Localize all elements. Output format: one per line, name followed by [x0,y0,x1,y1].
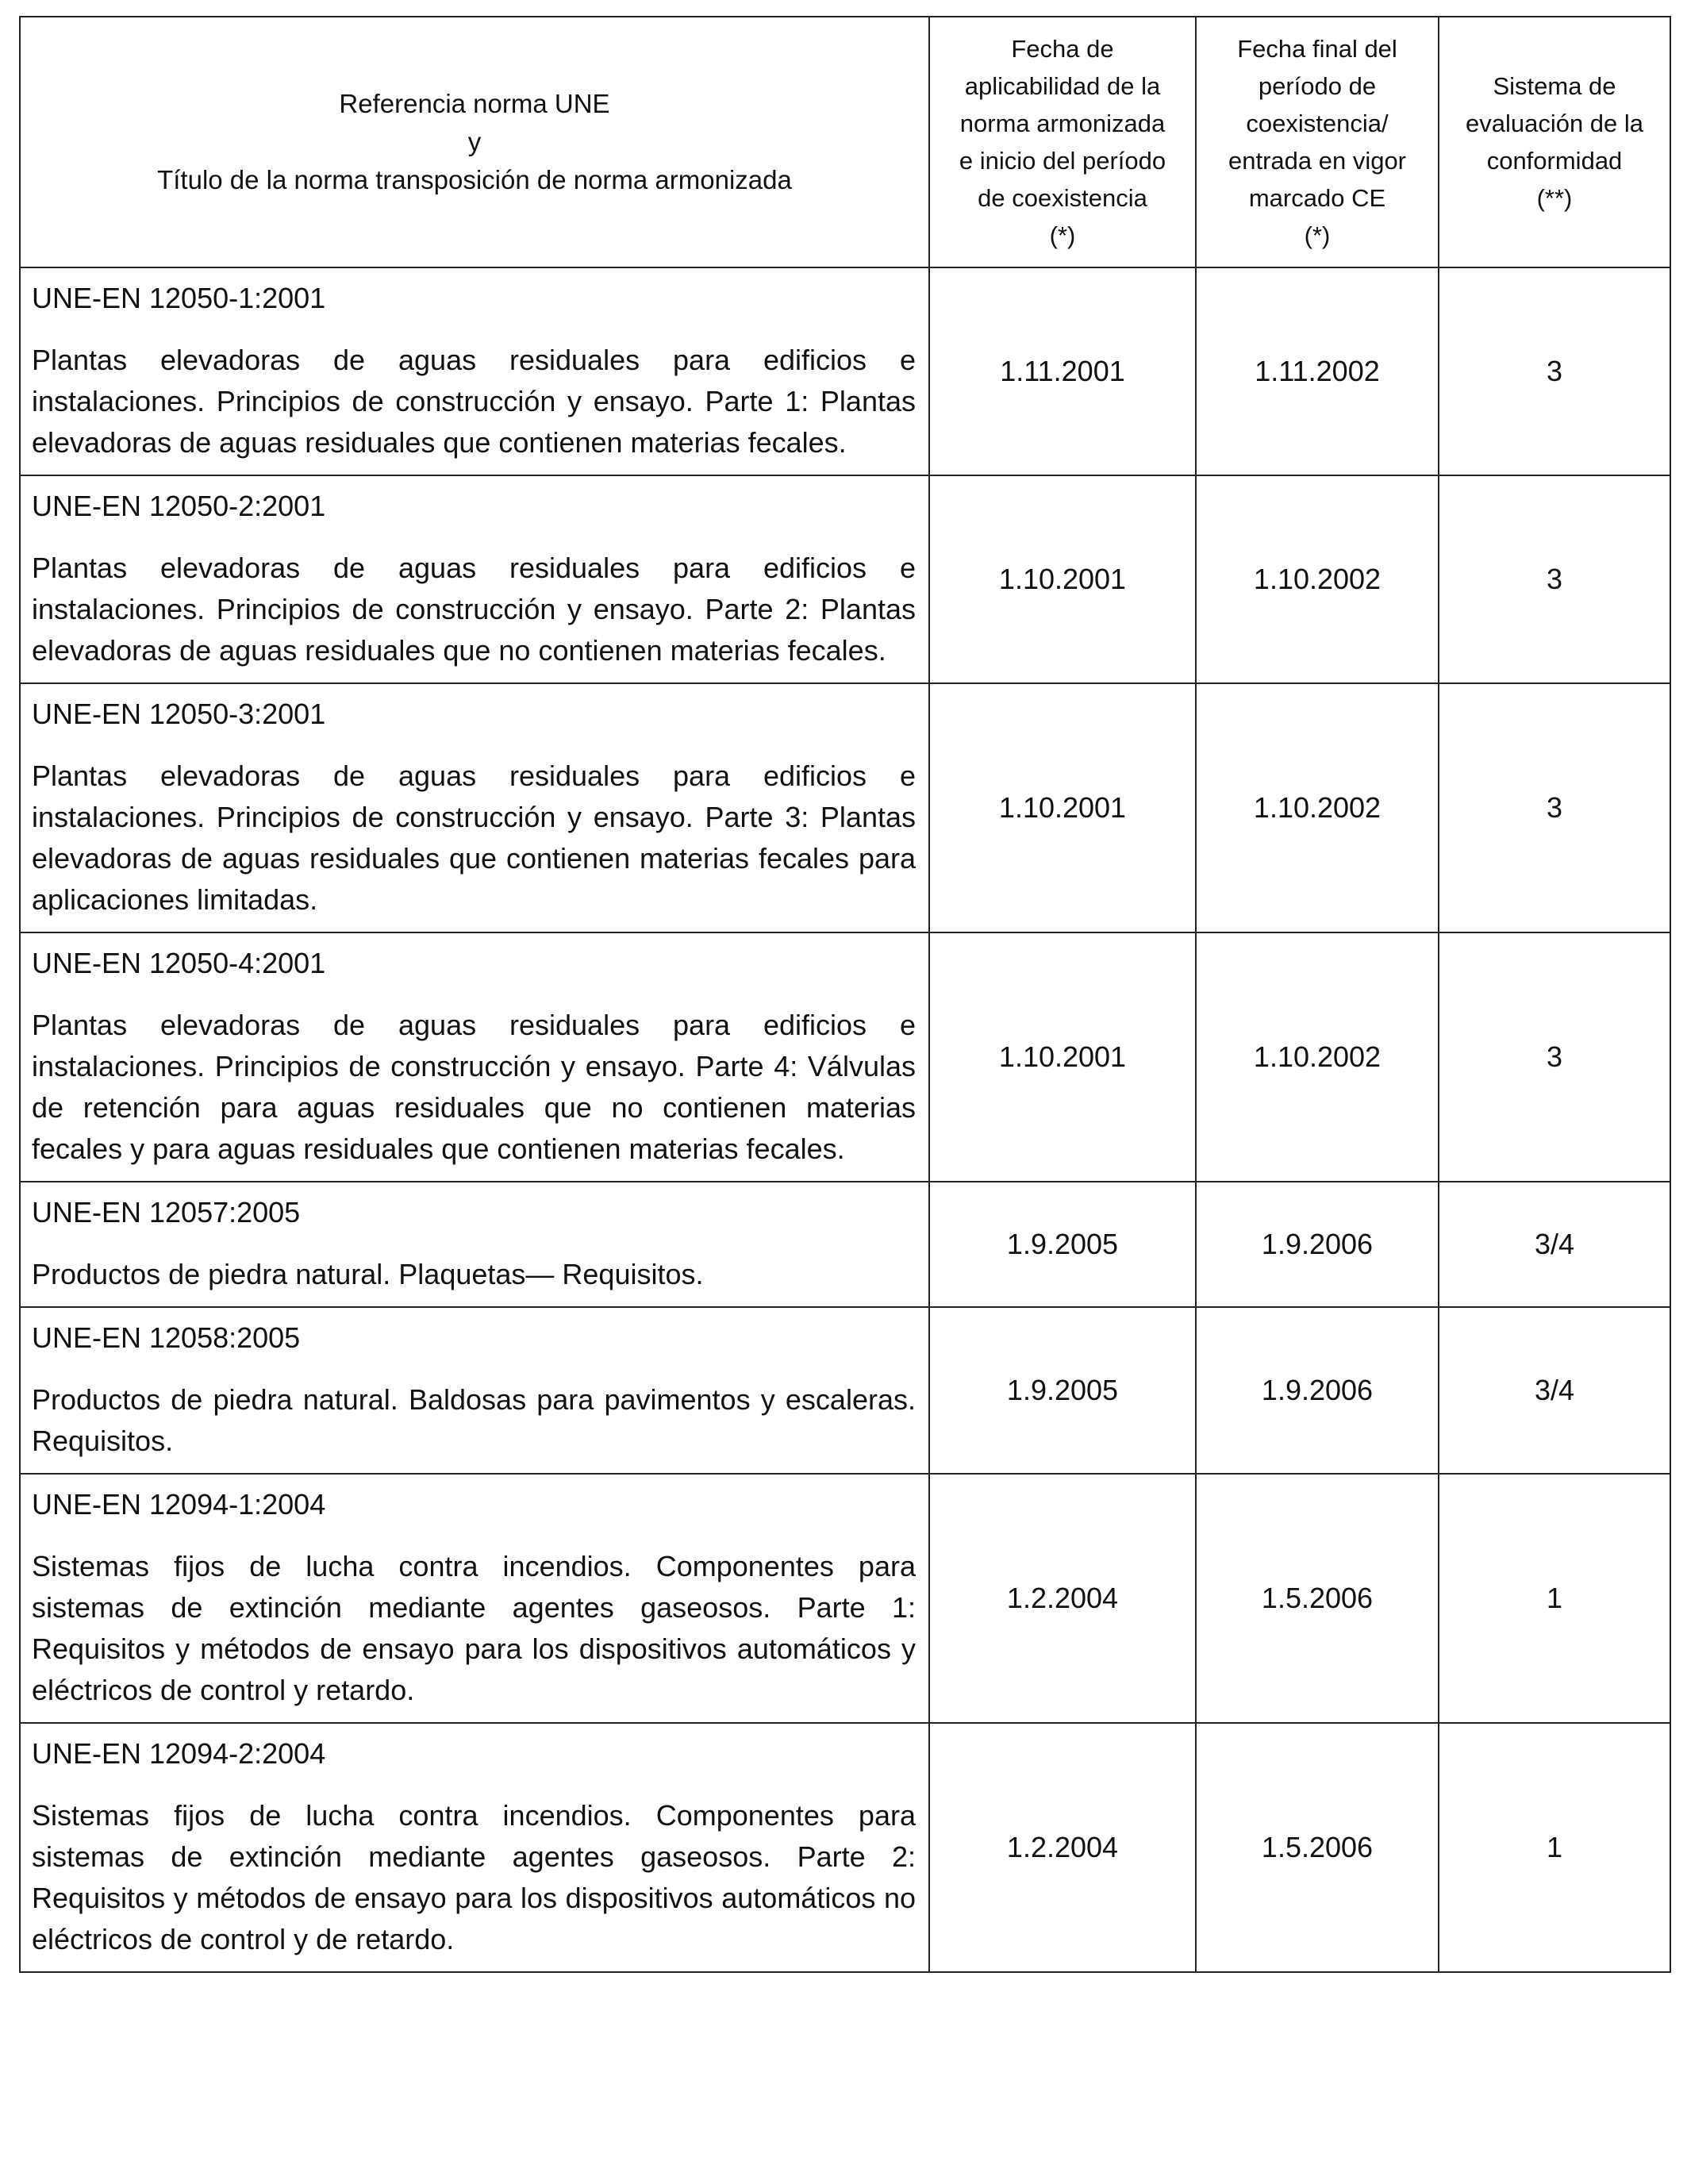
table-row [20,1182,1670,1307]
applicability-date: 1.11.2001 [929,267,1196,475]
standard-title: Plantas elevadoras de aguas residuales para edificios e instalaciones. Principios de construcción y ensayo. Parte 4: Válvulas de retención para aguas residuales que no contienen materias fecales y para aguas residuales que contienen materias fecales. [32,1009,916,1165]
reference-cell [20,932,929,1182]
end-coexistence-date: 1.5.2006 [1196,1474,1439,1723]
applicability-date: 1.9.2005 [929,1307,1196,1474]
standard-code: UNE-EN 12057:2005 [32,1196,301,1228]
applicability-date: 1.10.2001 [929,475,1196,683]
conformity-system: 3 [1439,267,1670,475]
end-coexistence-date: 1.10.2002 [1196,683,1439,932]
reference-cell [20,1723,929,1972]
standard-code: UNE-EN 12050-4:2001 [32,947,326,979]
standard-title: Plantas elevadoras de aguas residuales para edificios e instalaciones. Principios de construcción y ensayo. Parte 1: Plantas elevadoras de aguas residuales que contienen materias fecales. [32,344,916,459]
conformity-system: 3 [1439,932,1670,1182]
header-reference-line: Referencia norma UNE [339,89,610,118]
table-row [20,475,1670,683]
table-row [20,267,1670,475]
standard-code: UNE-EN 12094-2:2004 [32,1737,326,1770]
end-coexistence-date: 1.9.2006 [1196,1182,1439,1307]
conformity-system: 1 [1439,1723,1670,1972]
end-coexistence-date: 1.10.2002 [1196,932,1439,1182]
header-applicability-date: Fecha de aplicabilidad de la norma armonizada e inicio del período de coexistencia (*) [929,17,1196,267]
applicability-date: 1.10.2001 [929,683,1196,932]
standard-code: UNE-EN 12058:2005 [32,1321,301,1354]
table-row [20,1723,1670,1972]
header-conformity-system: Sistema de evaluación de la conformidad (**) [1439,17,1670,267]
end-coexistence-date: 1.11.2002 [1196,267,1439,475]
applicability-date: 1.2.2004 [929,1474,1196,1723]
table-row [20,1474,1670,1723]
reference-cell [20,683,929,932]
conformity-system: 3 [1439,475,1670,683]
end-coexistence-date: 1.9.2006 [1196,1307,1439,1474]
header-end-coexistence-date: Fecha final del período de coexistencia/ entrada en vigor marcado CE (*) [1196,17,1439,267]
standard-title: Sistemas fijos de lucha contra incendios. Componentes para sistemas de extinción mediante agentes gaseosos. Parte 1: Requisitos y métodos de ensayo para los dispositivos automáticos y eléctricos de control y retardo. [32,1550,916,1706]
header-reference-title [20,17,929,267]
standard-title: Plantas elevadoras de aguas residuales para edificios e instalaciones. Principios de construcción y ensayo. Parte 3: Plantas elevadoras de aguas residuales que contienen materias fecales para aplicaciones limitadas. [32,759,916,916]
end-coexistence-date: 1.5.2006 [1196,1723,1439,1972]
applicability-date: 1.9.2005 [929,1182,1196,1307]
standard-title: Plantas elevadoras de aguas residuales para edificios e instalaciones. Principios de construcción y ensayo. Parte 2: Plantas elevadoras de aguas residuales que no contienen materias fecales. [32,552,916,667]
applicability-date: 1.10.2001 [929,932,1196,1182]
reference-cell [20,1307,929,1474]
applicability-date: 1.2.2004 [929,1723,1196,1972]
standard-title: Productos de piedra natural. Baldosas para pavimentos y escaleras. Requisitos. [32,1383,916,1457]
standard-title: Productos de piedra natural. Plaquetas— Requisitos. [32,1258,704,1290]
end-coexistence-date: 1.10.2002 [1196,475,1439,683]
standard-code: UNE-EN 12050-3:2001 [32,698,326,730]
standard-code: UNE-EN 12050-2:2001 [32,490,326,522]
table-row [20,683,1670,932]
reference-cell [20,1182,929,1307]
harmonized-standards-table [19,16,1671,1973]
table-row [20,932,1670,1182]
reference-cell [20,267,929,475]
table-header-row [20,17,1670,267]
reference-cell [20,475,929,683]
table-row [20,1307,1670,1474]
reference-cell [20,1474,929,1723]
header-and-line: y [467,127,482,156]
standard-code: UNE-EN 12094-1:2004 [32,1488,326,1521]
conformity-system: 3/4 [1439,1307,1670,1474]
conformity-system: 1 [1439,1474,1670,1723]
conformity-system: 3 [1439,683,1670,932]
header-title-line: Título de la norma transposición de norma armonizada [157,165,792,194]
conformity-system: 3/4 [1439,1182,1670,1307]
standard-title: Sistemas fijos de lucha contra incendios. Componentes para sistemas de extinción mediante agentes gaseosos. Parte 2: Requisitos y métodos de ensayo para los dispositivos automáticos no eléctricos de control y de retardo. [32,1799,916,1955]
standard-code: UNE-EN 12050-1:2001 [32,282,326,314]
